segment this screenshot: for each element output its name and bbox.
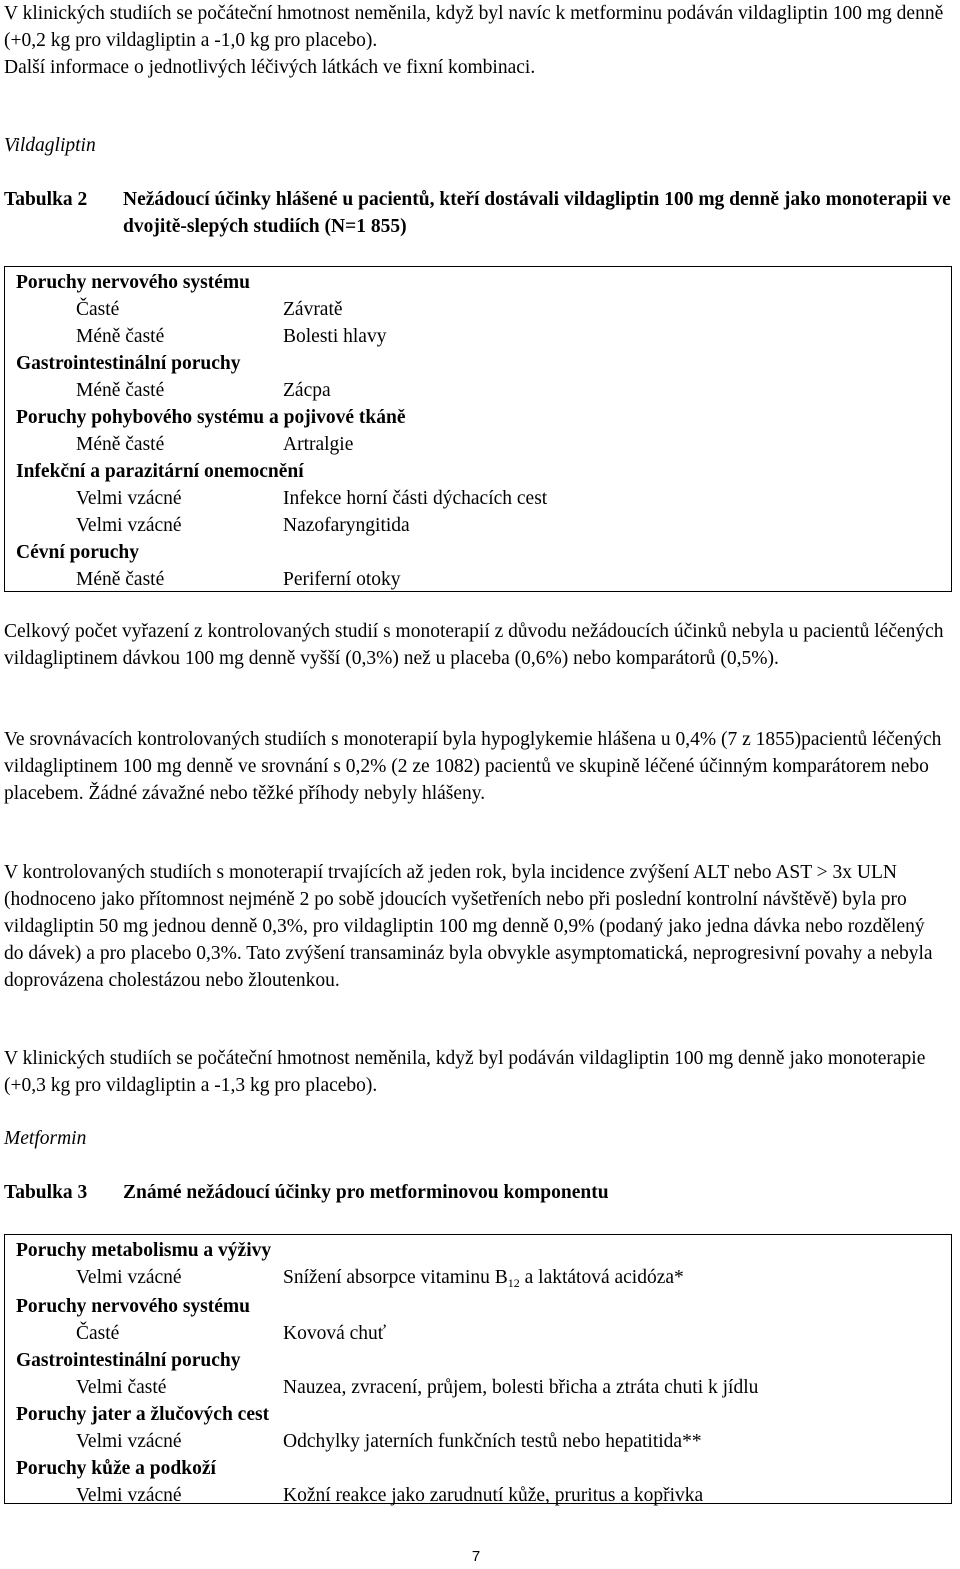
table-row (16, 1374, 941, 1401)
table3-metformin-effects (4, 1234, 952, 1504)
table-category: Poruchy metabolismu a výživy (16, 1240, 272, 1261)
frequency-cell: Méně časté (76, 434, 165, 455)
effect-text-pre: Snížení absorpce vitaminu B (283, 1267, 508, 1288)
frequency-cell: Méně časté (76, 380, 165, 401)
table-category: Poruchy jater a žlučových cest (16, 1404, 270, 1425)
table3-number: Tabulka 3 (4, 1182, 88, 1203)
intro-paragraph-2: Další informace o jednotlivých léčivých látkách ve fixní kombinaci. (4, 57, 536, 78)
table-category: Poruchy kůže a podkoží (16, 1458, 216, 1479)
table-category: Gastrointestinální poruchy (16, 353, 241, 374)
table2-adverse-effects (4, 266, 952, 592)
effect-cell: Infekce horní části dýchacích cest (283, 488, 548, 509)
table-category: Cévní poruchy (16, 542, 139, 563)
table-row (16, 566, 941, 593)
frequency-cell: Časté (76, 1323, 120, 1344)
frequency-cell: Velmi časté (76, 1377, 167, 1398)
vildagliptin-heading: Vildagliptin (4, 135, 96, 156)
table-row (16, 1320, 941, 1347)
frequency-cell: Časté (76, 299, 120, 320)
body-paragraph-2: Ve srovnávacích kontrolovaných studiích s monoterapií byla hypoglykemie hlášena u 0,4% (7 z 1855)pacientů léčených vildagliptinem 100 mg denně ve srovnání s 0,2% (2 ze 1082) pacientů ve skupině léčené účinným komparátorem nebo placebem. Žádné závažné nebo těžké příhody nebyly hlášeny. (4, 729, 942, 804)
frequency-cell: Velmi vzácné (76, 488, 182, 509)
table-row (16, 485, 941, 512)
table2-number: Tabulka 2 (4, 189, 88, 210)
table2-caption (4, 186, 952, 240)
table-row (16, 1428, 941, 1455)
table-row (16, 431, 941, 458)
table-category: Infekční a parazitární onemocnění (16, 461, 304, 482)
table-row (16, 1482, 941, 1509)
table-row (16, 377, 941, 404)
effect-cell (283, 1264, 941, 1293)
body-paragraph-3: V kontrolovaných studiích s monoterapií trvajících až jeden rok, byla incidence zvýšení ALT nebo AST > 3x ULN (hodnoceno jako přítomnost nejméně 2 po sobě jdoucích vyšetřeních nebo při poslední kontrolní návštěvě) byla pro vildagliptin 50 mg jednou denně 0,3%, pro vildagliptin 100 mg denně 0,9% (podaný jako jedna dávka nebo rozdělený do dávek) a pro placebo 0,3%. Tato zvýšení transamináz byla obvykle asymptomatická, neprogresivní povahy a nebyla doprovázena cholestázou nebo žloutenkou. (4, 862, 933, 991)
page-number: 7 (471, 1548, 481, 1565)
frequency-cell: Velmi vzácné (76, 1431, 182, 1452)
table-row (16, 296, 941, 323)
frequency-cell: Méně časté (76, 569, 165, 590)
body-paragraph-4: V klinických studiích se počáteční hmotnost neměnila, když byl podáván vildagliptin 100 mg denně jako monoterapie (+0,3 kg pro vildagliptin a -1,3 kg pro placebo). (4, 1048, 926, 1096)
table-row (16, 512, 941, 539)
table-category: Poruchy nervového systému (16, 1296, 250, 1317)
effect-cell: Odchylky jaterních funkčních testů nebo hepatitida** (283, 1431, 702, 1452)
frequency-cell: Velmi vzácné (76, 515, 182, 536)
effect-cell: Závratě (283, 299, 343, 320)
effect-cell: Nazofaryngitida (283, 515, 410, 536)
table-category: Poruchy pohybového systému a pojivové tkáně (16, 407, 406, 428)
body-paragraph-1: Celkový počet vyřazení z kontrolovaných studií s monoterapií z důvodu nežádoucích účinků nebyla u pacientů léčených vildagliptinem dávkou 100 mg denně vyšší (0,3%) než u placeba (0,6%) nebo komparátorů (0,5%). (4, 621, 944, 669)
table2-caption-text: Nežádoucí účinky hlášené u pacientů, kteří dostávali vildagliptin 100 mg denně jako monoterapii ve dvojitě-slepých studiích (N=1 855) (123, 189, 951, 237)
effect-cell: Nauzea, zvracení, průjem, bolesti břicha a ztráta chuti k jídlu (283, 1377, 759, 1398)
table3-caption (4, 1179, 952, 1206)
effect-cell: Kovová chuť (283, 1323, 387, 1344)
effect-cell: Zácpa (283, 380, 331, 401)
frequency-cell: Velmi vzácné (76, 1485, 182, 1506)
metformin-heading: Metformin (4, 1128, 87, 1149)
frequency-cell: Velmi vzácné (76, 1267, 182, 1288)
effect-subscript: 12 (507, 1276, 520, 1290)
effect-cell: Periferní otoky (283, 569, 401, 590)
intro-paragraph-1: V klinických studiích se počáteční hmotnost neměnila, když byl navíc k metforminu podáván vildagliptin 100 mg denně (+0,2 kg pro vildagliptin a -1,0 kg pro placebo). (4, 3, 944, 51)
table3-caption-text: Známé nežádoucí účinky pro metforminovou komponentu (123, 1182, 609, 1203)
effect-cell: Artralgie (283, 434, 354, 455)
effect-cell: Bolesti hlavy (283, 326, 387, 347)
table-category: Poruchy nervového systému (16, 272, 250, 293)
table-category: Gastrointestinální poruchy (16, 1350, 241, 1371)
table-row (16, 1264, 941, 1293)
effect-cell: Kožní reakce jako zarudnutí kůže, pruritus a kopřivka (283, 1485, 704, 1506)
frequency-cell: Méně časté (76, 326, 165, 347)
table-row (16, 323, 941, 350)
effect-text-post: a laktátová acidóza* (519, 1267, 684, 1288)
